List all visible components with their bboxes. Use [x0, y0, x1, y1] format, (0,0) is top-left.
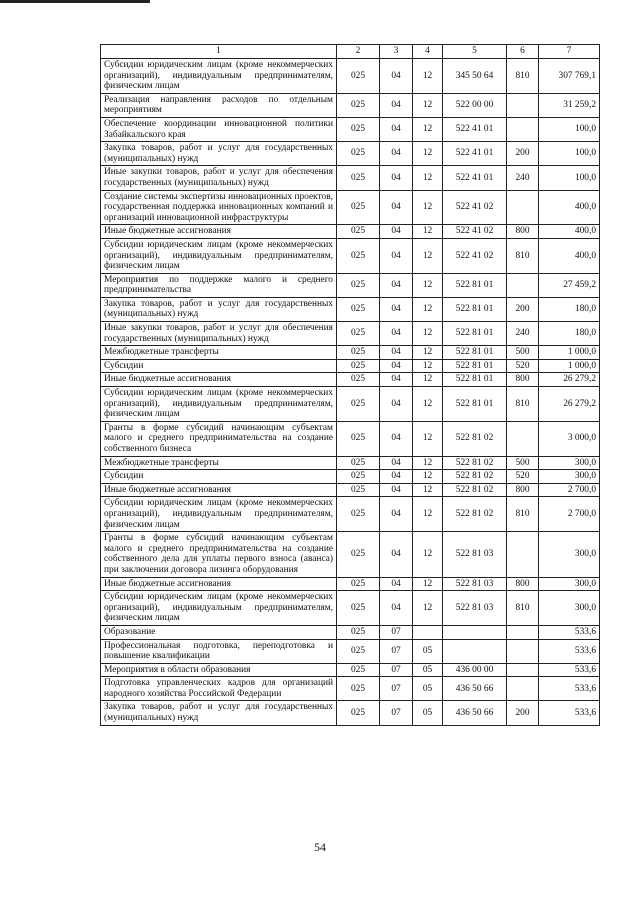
row-target-article: 522 81 01	[443, 387, 507, 422]
row-amount: 100,0	[539, 166, 600, 190]
row-ved: 025	[337, 591, 380, 626]
row-name: Субсидии юридическим лицам (кроме некоммерческих организаций), индивидуальным предпринимателям, физическим лицам	[101, 497, 337, 532]
table-row	[101, 273, 600, 297]
row-amount: 100,0	[539, 117, 600, 141]
row-amount: 2 700,0	[539, 483, 600, 497]
row-ved: 025	[337, 701, 380, 725]
row-subsection: 05	[413, 663, 443, 677]
row-target-article: 436 50 66	[443, 677, 507, 701]
row-name: Профессиональная подготовка, переподготовка и повышение квалификации	[101, 639, 337, 663]
header-cell: 4	[413, 45, 443, 59]
row-subsection: 12	[413, 456, 443, 470]
table-row	[101, 359, 600, 373]
header-cell: 1	[101, 45, 337, 59]
row-section: 07	[380, 701, 413, 725]
row-ved: 025	[337, 663, 380, 677]
row-amount: 533,6	[539, 663, 600, 677]
row-expense-type: 500	[507, 346, 539, 360]
row-subsection: 12	[413, 225, 443, 239]
row-name: Обеспечение координации инновационной политики Забайкальского края	[101, 117, 337, 141]
row-ved: 025	[337, 225, 380, 239]
row-subsection: 12	[413, 142, 443, 166]
row-expense-type	[507, 625, 539, 639]
row-subsection: 12	[413, 166, 443, 190]
row-ved: 025	[337, 273, 380, 297]
table-row	[101, 93, 600, 117]
row-target-article: 522 81 01	[443, 297, 507, 321]
row-expense-type: 800	[507, 225, 539, 239]
row-subsection: 12	[413, 238, 443, 273]
table-row	[101, 456, 600, 470]
table-row	[101, 387, 600, 422]
row-target-article: 522 41 02	[443, 225, 507, 239]
row-target-article: 522 41 01	[443, 117, 507, 141]
row-amount: 307 769,1	[539, 59, 600, 94]
row-section: 04	[380, 577, 413, 591]
header-row	[101, 45, 600, 59]
row-ved: 025	[337, 387, 380, 422]
row-amount: 533,6	[539, 625, 600, 639]
row-target-article: 522 81 03	[443, 577, 507, 591]
row-amount: 300,0	[539, 470, 600, 484]
row-ved: 025	[337, 456, 380, 470]
row-amount: 533,6	[539, 639, 600, 663]
row-subsection: 12	[413, 190, 443, 225]
table-row	[101, 677, 600, 701]
row-section: 07	[380, 677, 413, 701]
row-expense-type: 810	[507, 387, 539, 422]
table-row	[101, 166, 600, 190]
row-ved: 025	[337, 359, 380, 373]
row-amount: 300,0	[539, 577, 600, 591]
row-target-article: 522 81 02	[443, 483, 507, 497]
row-ved: 025	[337, 497, 380, 532]
row-section: 07	[380, 663, 413, 677]
row-section: 04	[380, 59, 413, 94]
row-target-article: 522 81 02	[443, 497, 507, 532]
row-name: Субсидии юридическим лицам (кроме некоммерческих организаций), индивидуальным предпринимателям, физическим лицам	[101, 59, 337, 94]
row-ved: 025	[337, 346, 380, 360]
row-amount: 533,6	[539, 677, 600, 701]
row-name: Мероприятия в области образования	[101, 663, 337, 677]
row-target-article: 522 81 02	[443, 456, 507, 470]
header-cell: 5	[443, 45, 507, 59]
row-subsection: 12	[413, 93, 443, 117]
row-expense-type: 200	[507, 297, 539, 321]
table-row	[101, 663, 600, 677]
row-name: Субсидии юридическим лицам (кроме некоммерческих организаций), индивидуальным предпринимателям, физическим лицам	[101, 238, 337, 273]
row-amount: 300,0	[539, 591, 600, 626]
table-row	[101, 322, 600, 346]
row-amount: 300,0	[539, 456, 600, 470]
row-expense-type: 810	[507, 238, 539, 273]
row-section: 04	[380, 532, 413, 577]
row-section: 04	[380, 225, 413, 239]
row-name: Субсидии юридическим лицам (кроме некоммерческих организаций), индивидуальным предпринимателям, физическим лицам	[101, 387, 337, 422]
row-section: 04	[380, 483, 413, 497]
row-subsection: 12	[413, 359, 443, 373]
row-ved: 025	[337, 421, 380, 456]
row-ved: 025	[337, 117, 380, 141]
row-name: Иные бюджетные ассигнования	[101, 577, 337, 591]
row-expense-type	[507, 93, 539, 117]
row-subsection: 05	[413, 677, 443, 701]
row-subsection: 05	[413, 639, 443, 663]
row-section: 04	[380, 456, 413, 470]
row-ved: 025	[337, 373, 380, 387]
table-row	[101, 577, 600, 591]
row-amount: 300,0	[539, 532, 600, 577]
row-expense-type: 810	[507, 591, 539, 626]
table-row	[101, 225, 600, 239]
row-target-article	[443, 639, 507, 663]
row-name: Создание системы экспертизы инновационных проектов, государственная поддержка инновационных компаний и организаций инновационной инфраструктуры	[101, 190, 337, 225]
table-row	[101, 625, 600, 639]
row-target-article: 522 81 02	[443, 470, 507, 484]
row-target-article: 522 81 01	[443, 346, 507, 360]
row-subsection: 12	[413, 421, 443, 456]
row-name: Гранты в форме субсидий начинающим субъектам малого и среднего предпринимательства на создание собственного дела для уплаты первого взноса (аванса) при заключении договора лизинга оборудования	[101, 532, 337, 577]
table-row	[101, 421, 600, 456]
row-amount: 31 259,2	[539, 93, 600, 117]
row-section: 04	[380, 142, 413, 166]
row-target-article: 522 81 03	[443, 532, 507, 577]
row-section: 04	[380, 421, 413, 456]
row-ved: 025	[337, 93, 380, 117]
table-row	[101, 639, 600, 663]
row-ved: 025	[337, 166, 380, 190]
row-amount: 26 279,2	[539, 373, 600, 387]
row-expense-type	[507, 190, 539, 225]
row-subsection: 12	[413, 59, 443, 94]
row-section: 04	[380, 238, 413, 273]
row-section: 04	[380, 117, 413, 141]
header-cell: 7	[539, 45, 600, 59]
row-expense-type: 500	[507, 456, 539, 470]
row-target-article: 345 50 64	[443, 59, 507, 94]
top-rule	[0, 0, 150, 3]
row-target-article: 522 41 02	[443, 190, 507, 225]
row-amount: 180,0	[539, 322, 600, 346]
row-target-article: 436 00 00	[443, 663, 507, 677]
row-amount: 533,6	[539, 701, 600, 725]
row-section: 04	[380, 322, 413, 346]
row-section: 04	[380, 591, 413, 626]
row-name: Межбюджетные трансферты	[101, 456, 337, 470]
table-row	[101, 346, 600, 360]
row-target-article: 522 81 02	[443, 421, 507, 456]
table-row	[101, 59, 600, 94]
row-section: 04	[380, 359, 413, 373]
row-subsection: 12	[413, 273, 443, 297]
row-name: Мероприятия по поддержке малого и среднего предпринимательства	[101, 273, 337, 297]
row-amount: 1 000,0	[539, 346, 600, 360]
row-name: Субсидии	[101, 359, 337, 373]
row-expense-type	[507, 663, 539, 677]
row-section: 04	[380, 190, 413, 225]
row-subsection	[413, 625, 443, 639]
row-ved: 025	[337, 532, 380, 577]
table-row	[101, 297, 600, 321]
row-ved: 025	[337, 483, 380, 497]
row-expense-type: 800	[507, 373, 539, 387]
row-expense-type: 240	[507, 322, 539, 346]
row-target-article: 522 41 01	[443, 142, 507, 166]
row-subsection: 12	[413, 470, 443, 484]
row-subsection: 12	[413, 346, 443, 360]
row-expense-type	[507, 532, 539, 577]
row-amount: 3 000,0	[539, 421, 600, 456]
header-cell: 3	[380, 45, 413, 59]
row-target-article: 522 41 02	[443, 238, 507, 273]
row-expense-type: 520	[507, 470, 539, 484]
row-ved: 025	[337, 238, 380, 273]
row-target-article: 522 81 01	[443, 273, 507, 297]
table-row	[101, 117, 600, 141]
table-row	[101, 373, 600, 387]
row-ved: 025	[337, 625, 380, 639]
row-expense-type	[507, 273, 539, 297]
row-ved: 025	[337, 59, 380, 94]
row-expense-type: 800	[507, 577, 539, 591]
row-name: Иные бюджетные ассигнования	[101, 373, 337, 387]
row-amount: 1 000,0	[539, 359, 600, 373]
row-target-article: 522 81 01	[443, 373, 507, 387]
row-ved: 025	[337, 142, 380, 166]
row-section: 04	[380, 497, 413, 532]
table-row	[101, 701, 600, 725]
row-expense-type: 240	[507, 166, 539, 190]
row-amount: 100,0	[539, 142, 600, 166]
header-cell: 2	[337, 45, 380, 59]
row-ved: 025	[337, 639, 380, 663]
row-name: Субсидии	[101, 470, 337, 484]
row-name: Субсидии юридическим лицам (кроме некоммерческих организаций), индивидуальным предпринимателям, физическим лицам	[101, 591, 337, 626]
table-row	[101, 591, 600, 626]
row-amount: 400,0	[539, 238, 600, 273]
row-subsection: 05	[413, 701, 443, 725]
row-section: 04	[380, 297, 413, 321]
table-row	[101, 532, 600, 577]
row-ved: 025	[337, 470, 380, 484]
table-row	[101, 470, 600, 484]
row-amount: 2 700,0	[539, 497, 600, 532]
row-name: Реализация направления расходов по отдельным мероприятиям	[101, 93, 337, 117]
row-name: Иные бюджетные ассигнования	[101, 483, 337, 497]
row-ved: 025	[337, 297, 380, 321]
row-section: 04	[380, 346, 413, 360]
row-target-article: 522 00 00	[443, 93, 507, 117]
row-target-article: 522 41 01	[443, 166, 507, 190]
row-subsection: 12	[413, 387, 443, 422]
row-section: 04	[380, 373, 413, 387]
row-target-article: 522 81 01	[443, 322, 507, 346]
row-section: 04	[380, 93, 413, 117]
row-subsection: 12	[413, 297, 443, 321]
row-subsection: 12	[413, 577, 443, 591]
row-expense-type	[507, 677, 539, 701]
row-target-article	[443, 625, 507, 639]
table-row	[101, 190, 600, 225]
row-name: Иные закупки товаров, работ и услуг для обеспечения государственных (муниципальных) нужд	[101, 322, 337, 346]
row-expense-type: 810	[507, 497, 539, 532]
row-subsection: 12	[413, 322, 443, 346]
row-target-article: 522 81 03	[443, 591, 507, 626]
row-section: 04	[380, 273, 413, 297]
row-name: Межбюджетные трансферты	[101, 346, 337, 360]
row-amount: 400,0	[539, 190, 600, 225]
row-expense-type	[507, 639, 539, 663]
header-cell: 6	[507, 45, 539, 59]
row-expense-type	[507, 421, 539, 456]
budget-table	[100, 44, 600, 726]
row-subsection: 12	[413, 483, 443, 497]
row-target-article: 522 81 01	[443, 359, 507, 373]
row-section: 04	[380, 387, 413, 422]
row-amount: 26 279,2	[539, 387, 600, 422]
row-name: Закупка товаров, работ и услуг для государственных (муниципальных) нужд	[101, 142, 337, 166]
row-amount: 400,0	[539, 225, 600, 239]
row-subsection: 12	[413, 532, 443, 577]
row-expense-type: 200	[507, 701, 539, 725]
row-amount: 27 459,2	[539, 273, 600, 297]
row-name: Иные закупки товаров, работ и услуг для обеспечения государственных (муниципальных) нужд	[101, 166, 337, 190]
page-number: 54	[314, 840, 326, 854]
row-subsection: 12	[413, 373, 443, 387]
row-section: 07	[380, 625, 413, 639]
table-row	[101, 483, 600, 497]
row-section: 04	[380, 166, 413, 190]
row-name: Гранты в форме субсидий начинающим субъектам малого и среднего предпринимательства на создание собственного бизнеса	[101, 421, 337, 456]
row-subsection: 12	[413, 591, 443, 626]
row-name: Закупка товаров, работ и услуг для государственных (муниципальных) нужд	[101, 297, 337, 321]
row-subsection: 12	[413, 497, 443, 532]
row-expense-type: 200	[507, 142, 539, 166]
table-row	[101, 238, 600, 273]
row-expense-type: 810	[507, 59, 539, 94]
row-ved: 025	[337, 190, 380, 225]
row-name: Закупка товаров, работ и услуг для государственных (муниципальных) нужд	[101, 701, 337, 725]
row-section: 04	[380, 470, 413, 484]
row-name: Иные бюджетные ассигнования	[101, 225, 337, 239]
row-ved: 025	[337, 577, 380, 591]
row-ved: 025	[337, 322, 380, 346]
row-amount: 180,0	[539, 297, 600, 321]
table-row	[101, 142, 600, 166]
row-name: Подготовка управленческих кадров для организаций народного хозяйства Российской Федерации	[101, 677, 337, 701]
row-target-article: 436 50 66	[443, 701, 507, 725]
row-expense-type	[507, 117, 539, 141]
row-section: 07	[380, 639, 413, 663]
row-expense-type: 520	[507, 359, 539, 373]
row-ved: 025	[337, 677, 380, 701]
row-expense-type: 800	[507, 483, 539, 497]
row-name: Образование	[101, 625, 337, 639]
row-subsection: 12	[413, 117, 443, 141]
table-row	[101, 497, 600, 532]
